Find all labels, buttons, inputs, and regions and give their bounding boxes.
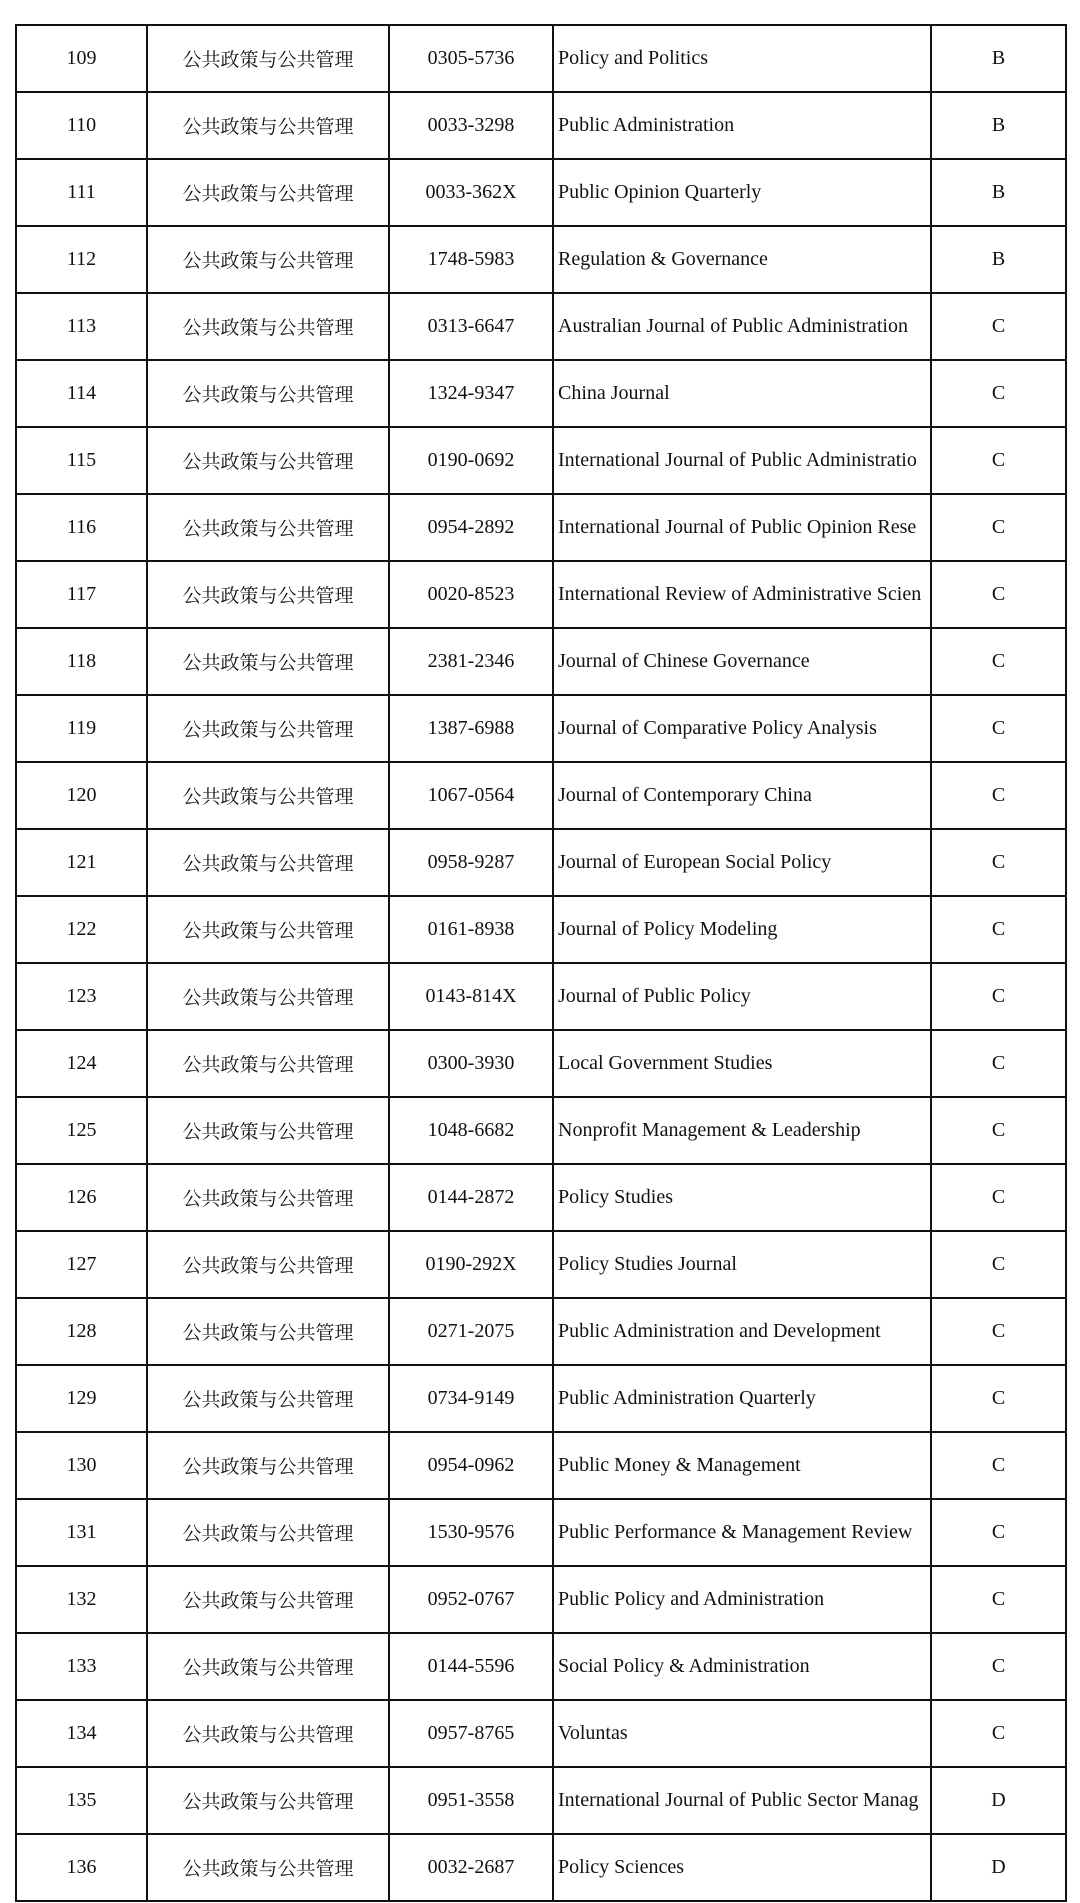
grade: B — [931, 159, 1066, 226]
issn: 1324-9347 — [389, 360, 553, 427]
grade: D — [931, 1767, 1066, 1834]
journal-title: Public Administration — [553, 92, 931, 159]
row-number: 131 — [16, 1499, 147, 1566]
row-number: 126 — [16, 1164, 147, 1231]
row-number: 114 — [16, 360, 147, 427]
issn: 0033-3298 — [389, 92, 553, 159]
subject-field: 公共政策与公共管理 — [147, 427, 389, 494]
issn: 0313-6647 — [389, 293, 553, 360]
row-number: 132 — [16, 1566, 147, 1633]
table-row — [16, 1365, 1066, 1432]
issn: 0734-9149 — [389, 1365, 553, 1432]
grade: C — [931, 762, 1066, 829]
journal-title: International Journal of Public Sector Manag — [553, 1767, 931, 1834]
table-row — [16, 1633, 1066, 1700]
row-number: 118 — [16, 628, 147, 695]
subject-field: 公共政策与公共管理 — [147, 360, 389, 427]
subject-field: 公共政策与公共管理 — [147, 159, 389, 226]
grade: B — [931, 226, 1066, 293]
table-row — [16, 628, 1066, 695]
subject-field: 公共政策与公共管理 — [147, 25, 389, 92]
row-number: 119 — [16, 695, 147, 762]
table-row — [16, 695, 1066, 762]
subject-field: 公共政策与公共管理 — [147, 494, 389, 561]
subject-field: 公共政策与公共管理 — [147, 226, 389, 293]
issn: 0958-9287 — [389, 829, 553, 896]
grade: C — [931, 896, 1066, 963]
grade: C — [931, 360, 1066, 427]
issn: 0144-2872 — [389, 1164, 553, 1231]
issn: 1048-6682 — [389, 1097, 553, 1164]
journal-title: Journal of Policy Modeling — [553, 896, 931, 963]
journal-title: Journal of European Social Policy — [553, 829, 931, 896]
row-number: 127 — [16, 1231, 147, 1298]
grade: C — [931, 1700, 1066, 1767]
grade: B — [931, 92, 1066, 159]
row-number: 112 — [16, 226, 147, 293]
journal-title: International Review of Administrative Scien — [553, 561, 931, 628]
journal-title: Public Policy and Administration — [553, 1566, 931, 1633]
table-row — [16, 1499, 1066, 1566]
row-number: 122 — [16, 896, 147, 963]
grade: C — [931, 561, 1066, 628]
subject-field: 公共政策与公共管理 — [147, 293, 389, 360]
journal-title: Journal of Public Policy — [553, 963, 931, 1030]
table-row — [16, 1097, 1066, 1164]
row-number: 129 — [16, 1365, 147, 1432]
grade: C — [931, 1566, 1066, 1633]
table-row — [16, 762, 1066, 829]
journal-title: Public Money & Management — [553, 1432, 931, 1499]
table-row — [16, 1834, 1066, 1901]
table-row — [16, 1298, 1066, 1365]
row-number: 130 — [16, 1432, 147, 1499]
journal-title: Policy Studies — [553, 1164, 931, 1231]
journal-title: Social Policy & Administration — [553, 1633, 931, 1700]
issn: 1530-9576 — [389, 1499, 553, 1566]
issn: 0300-3930 — [389, 1030, 553, 1097]
grade: C — [931, 1231, 1066, 1298]
row-number: 128 — [16, 1298, 147, 1365]
table-row — [16, 829, 1066, 896]
journal-title: International Journal of Public Administratio — [553, 427, 931, 494]
subject-field: 公共政策与公共管理 — [147, 1097, 389, 1164]
row-number: 134 — [16, 1700, 147, 1767]
issn: 0271-2075 — [389, 1298, 553, 1365]
row-number: 121 — [16, 829, 147, 896]
issn: 1067-0564 — [389, 762, 553, 829]
subject-field: 公共政策与公共管理 — [147, 896, 389, 963]
issn: 0954-2892 — [389, 494, 553, 561]
row-number: 113 — [16, 293, 147, 360]
issn: 0144-5596 — [389, 1633, 553, 1700]
row-number: 117 — [16, 561, 147, 628]
row-number: 133 — [16, 1633, 147, 1700]
table-row — [16, 1164, 1066, 1231]
subject-field: 公共政策与公共管理 — [147, 1499, 389, 1566]
row-number: 116 — [16, 494, 147, 561]
subject-field: 公共政策与公共管理 — [147, 1767, 389, 1834]
subject-field: 公共政策与公共管理 — [147, 1566, 389, 1633]
grade: B — [931, 25, 1066, 92]
table-row — [16, 226, 1066, 293]
table-row — [16, 1767, 1066, 1834]
journal-table-body — [16, 25, 1066, 1901]
issn: 0957-8765 — [389, 1700, 553, 1767]
row-number: 110 — [16, 92, 147, 159]
journal-title: Voluntas — [553, 1700, 931, 1767]
issn: 0033-362X — [389, 159, 553, 226]
table-row — [16, 1566, 1066, 1633]
grade: C — [931, 1365, 1066, 1432]
row-number: 109 — [16, 25, 147, 92]
row-number: 136 — [16, 1834, 147, 1901]
subject-field: 公共政策与公共管理 — [147, 561, 389, 628]
journal-title: Policy Studies Journal — [553, 1231, 931, 1298]
grade: C — [931, 293, 1066, 360]
grade: C — [931, 1164, 1066, 1231]
table-row — [16, 427, 1066, 494]
table-row — [16, 561, 1066, 628]
issn: 2381-2346 — [389, 628, 553, 695]
subject-field: 公共政策与公共管理 — [147, 1030, 389, 1097]
grade: C — [931, 1097, 1066, 1164]
grade: D — [931, 1834, 1066, 1901]
grade: C — [931, 1499, 1066, 1566]
issn: 0161-8938 — [389, 896, 553, 963]
journal-title: Journal of Chinese Governance — [553, 628, 931, 695]
issn: 0951-3558 — [389, 1767, 553, 1834]
subject-field: 公共政策与公共管理 — [147, 1298, 389, 1365]
grade: C — [931, 628, 1066, 695]
table-row — [16, 293, 1066, 360]
journal-title: Public Administration Quarterly — [553, 1365, 931, 1432]
issn: 0143-814X — [389, 963, 553, 1030]
grade: C — [931, 695, 1066, 762]
subject-field: 公共政策与公共管理 — [147, 1231, 389, 1298]
grade: C — [931, 829, 1066, 896]
journal-title: International Journal of Public Opinion Rese — [553, 494, 931, 561]
grade: C — [931, 427, 1066, 494]
table-row — [16, 896, 1066, 963]
journal-title: Nonprofit Management & Leadership — [553, 1097, 931, 1164]
subject-field: 公共政策与公共管理 — [147, 1432, 389, 1499]
grade: C — [931, 963, 1066, 1030]
journal-title: Public Administration and Development — [553, 1298, 931, 1365]
row-number: 123 — [16, 963, 147, 1030]
subject-field: 公共政策与公共管理 — [147, 628, 389, 695]
issn: 0952-0767 — [389, 1566, 553, 1633]
row-number: 124 — [16, 1030, 147, 1097]
subject-field: 公共政策与公共管理 — [147, 92, 389, 159]
table-row — [16, 1432, 1066, 1499]
journal-title: Policy and Politics — [553, 25, 931, 92]
issn: 0954-0962 — [389, 1432, 553, 1499]
journal-title: Regulation & Governance — [553, 226, 931, 293]
journal-title: China Journal — [553, 360, 931, 427]
subject-field: 公共政策与公共管理 — [147, 829, 389, 896]
journal-title: Journal of Comparative Policy Analysis — [553, 695, 931, 762]
journal-table — [15, 24, 1067, 1902]
table-row — [16, 1030, 1066, 1097]
subject-field: 公共政策与公共管理 — [147, 1164, 389, 1231]
table-row — [16, 360, 1066, 427]
journal-title: Public Performance & Management Review — [553, 1499, 931, 1566]
issn: 0190-0692 — [389, 427, 553, 494]
table-row — [16, 159, 1066, 226]
table-row — [16, 92, 1066, 159]
grade: C — [931, 494, 1066, 561]
journal-title: Journal of Contemporary China — [553, 762, 931, 829]
row-number: 120 — [16, 762, 147, 829]
journal-title: Policy Sciences — [553, 1834, 931, 1901]
grade: C — [931, 1298, 1066, 1365]
subject-field: 公共政策与公共管理 — [147, 1633, 389, 1700]
row-number: 111 — [16, 159, 147, 226]
issn: 0305-5736 — [389, 25, 553, 92]
table-row — [16, 25, 1066, 92]
grade: C — [931, 1030, 1066, 1097]
issn: 0020-8523 — [389, 561, 553, 628]
subject-field: 公共政策与公共管理 — [147, 1700, 389, 1767]
issn: 0032-2687 — [389, 1834, 553, 1901]
journal-title: Public Opinion Quarterly — [553, 159, 931, 226]
issn: 1748-5983 — [389, 226, 553, 293]
table-row — [16, 1231, 1066, 1298]
subject-field: 公共政策与公共管理 — [147, 963, 389, 1030]
subject-field: 公共政策与公共管理 — [147, 1365, 389, 1432]
issn: 0190-292X — [389, 1231, 553, 1298]
grade: C — [931, 1633, 1066, 1700]
table-row — [16, 1700, 1066, 1767]
journal-title: Local Government Studies — [553, 1030, 931, 1097]
subject-field: 公共政策与公共管理 — [147, 1834, 389, 1901]
journal-title: Australian Journal of Public Administration — [553, 293, 931, 360]
row-number: 135 — [16, 1767, 147, 1834]
row-number: 125 — [16, 1097, 147, 1164]
table-row — [16, 494, 1066, 561]
table-row — [16, 963, 1066, 1030]
issn: 1387-6988 — [389, 695, 553, 762]
subject-field: 公共政策与公共管理 — [147, 695, 389, 762]
row-number: 115 — [16, 427, 147, 494]
subject-field: 公共政策与公共管理 — [147, 762, 389, 829]
grade: C — [931, 1432, 1066, 1499]
